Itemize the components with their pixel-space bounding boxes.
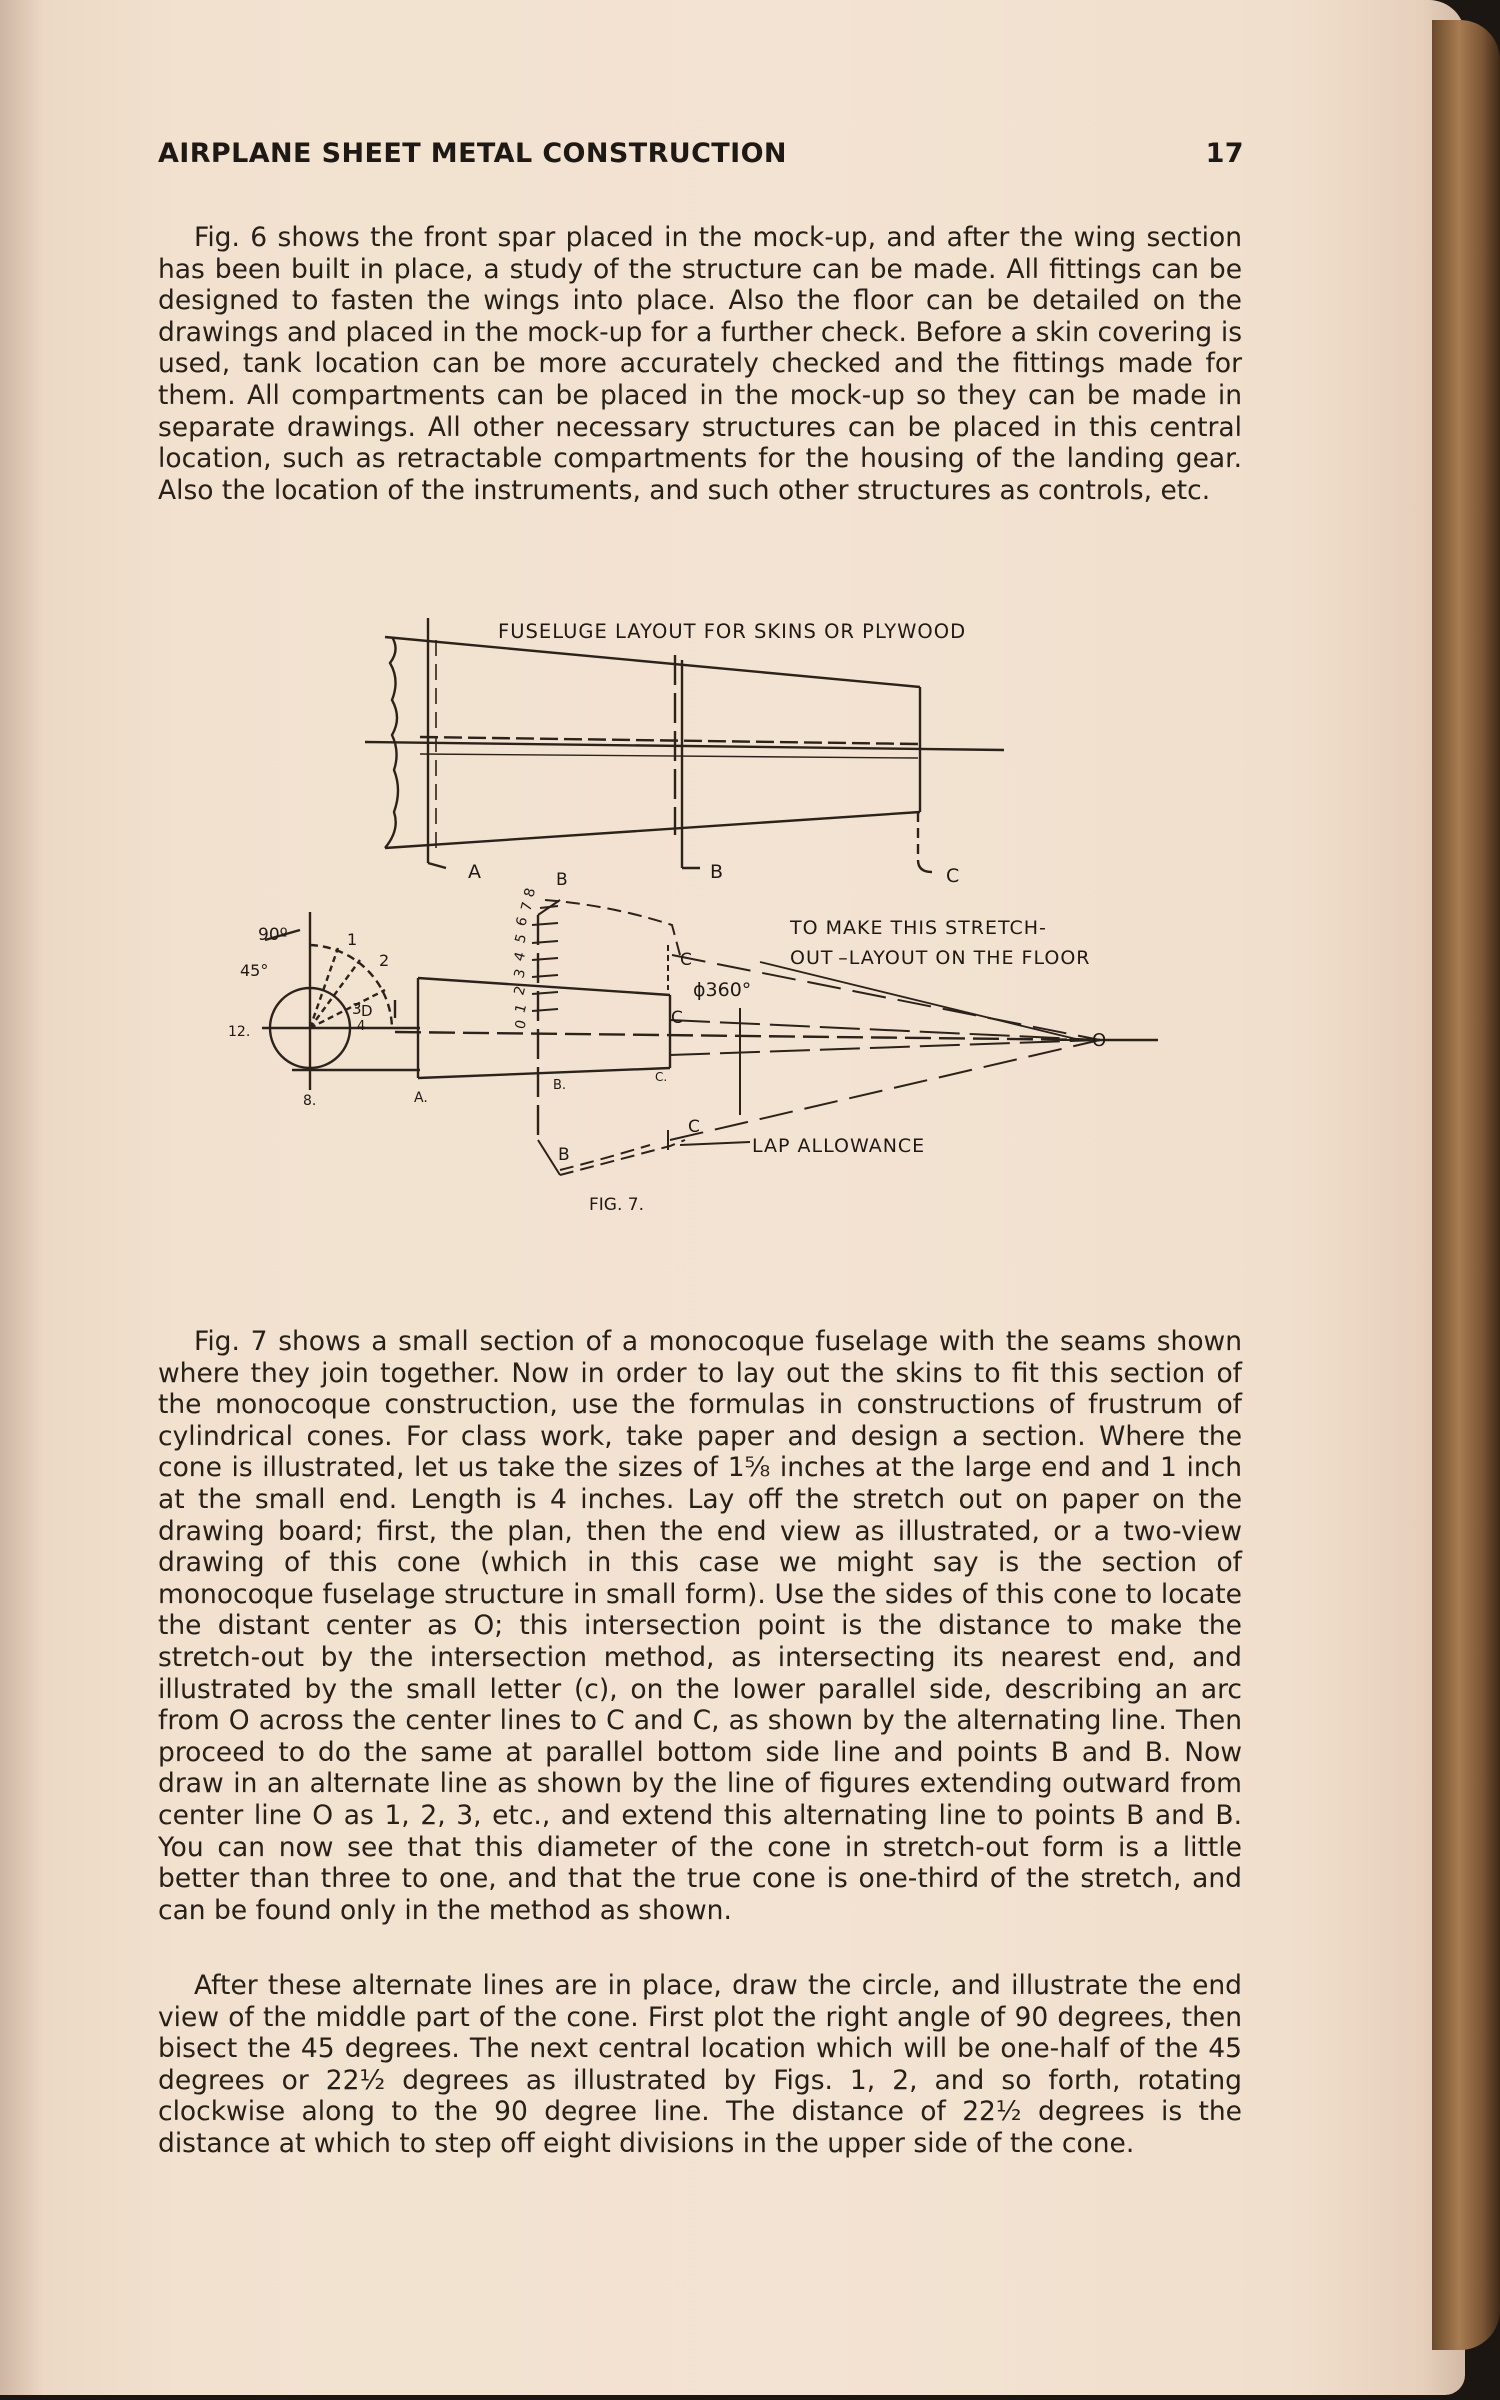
label-eight: 8. — [303, 1093, 317, 1109]
label-c-mid: C — [671, 1008, 683, 1028]
label-a: A. — [414, 1090, 428, 1106]
label-twelve: 12. — [228, 1024, 251, 1040]
label-45-degrees: 45° — [240, 961, 269, 980]
stretch-number-7: 7 — [518, 900, 537, 914]
paragraph-fig6: Fig. 6 shows the front spar placed in the mock-up, and after the wing section has been built in place, a study of the structure can be made. All fittings can be designed to fasten the wings into place. Also the floor can be detailed on the drawings and placed in the mock-up for a further check. Before a skin covering is used, tank location can be more accurately checked and the fittings made for them. All compartments can be placed in the mock-up so they can be made in separate drawings. All other necessary structures can be placed in this central location, such as retractable compartments for the housing of the landing gear. Also the location of the instruments, and such other structures as controls, etc. — [158, 222, 1242, 506]
page-number: 17 — [1205, 138, 1244, 169]
label-b-mid: B. — [553, 1078, 567, 1093]
label-angle-360: ϕ360° — [693, 979, 752, 1001]
figure-caption: FIG. 7. — [589, 1195, 644, 1215]
label-n4: 4 — [357, 1019, 366, 1034]
figure-title: FUSELUGE LAYOUT FOR SKINS OR PLYWOOD — [498, 620, 967, 643]
stretch-number-8: 8 — [521, 886, 540, 900]
stretch-number-2: 2 — [511, 984, 530, 998]
stretch-number-4: 4 — [511, 950, 530, 964]
label-c-top: C — [680, 950, 692, 970]
header-title: AIRPLANE SHEET METAL CONSTRUCTION — [158, 138, 787, 169]
label-b-bottom: B — [558, 1145, 570, 1165]
stretch-number-1: 1 — [512, 1002, 531, 1016]
paragraph-fig7: Fig. 7 shows a small section of a monocoque fuselage with the seams shown where they join together. Now in order to lay out the skins to fit this section of the monocoque construction, use the formulas in constructions of frustrum of cylindrical cones. For class work, take paper and design a section. Where the cone is illustrated, let us take the sizes of 1⅝ inches at the large end and 1 inch at the small end. Length is 4 inches. Lay off the stretch out on paper on the drawing board; first, the plan, then the end view as illustrated, or a two-view drawing of this cone (which in this case we might say is the section of monocoque fuselage structure in small form). Use the sides of this cone to locate the distant center as O; this intersection point is the distance to make the stretch-out by the intersection method, as intersecting its nearest end, and illustrated by the small letter (c), on the lower parallel side, describing an arc from O across the center lines to C and C, as shown by the alternating line. Then proceed to do the same at parallel bottom side line and points B and B. Now draw in an alternate line as shown by the line of figures extending outward from center line O as 1, 2, 3, etc., and extend this alternating line to points B and B. You can now see that this diameter of the cone in stretch-out form is a little better than three to one, and that the true cone is one-third of the stretch, and can be found only in the method as shown. — [158, 1326, 1242, 1926]
label-lap-allowance: LAP ALLOWANCE — [752, 1135, 926, 1157]
stretch-number-3: 3 — [511, 967, 530, 981]
label-section-c: C — [946, 865, 960, 887]
label-o: O — [1092, 1030, 1107, 1051]
fuselage-plan-view — [365, 618, 1004, 872]
label-section-a: A — [468, 861, 481, 883]
label-n1: 1 — [347, 930, 358, 949]
label-90-degrees: 90º — [258, 925, 288, 945]
label-d: D — [361, 1002, 373, 1020]
label-c-small: C. — [655, 1070, 668, 1084]
stretch-number-6: 6 — [513, 915, 532, 929]
paragraph-end-view: After these alternate lines are in place, draw the circle, and illustrate the end view of the middle part of the cone. First plot the right angle of 90 degrees, then bisect the 45 degrees. The next central location which will be one-half of the 45 degrees or 22½ degrees as illustrated by Figs. 1, 2, and so forth, rotating clockwise along to the 90 degree line. The distance of 22½ degrees is the distance at which to step off eight divisions in the upper side of the cone. — [158, 1970, 1242, 2159]
label-b-top: B — [556, 870, 568, 890]
label-section-b: B — [710, 861, 724, 883]
note-line-1: TO MAKE THIS STRETCH- — [790, 917, 1047, 939]
note-line-2: OUT –LAYOUT ON THE FLOOR — [790, 947, 1091, 969]
label-n3: 3 — [352, 1000, 362, 1018]
label-n2: 2 — [379, 951, 390, 970]
label-c-bottom: C — [688, 1117, 700, 1137]
stretch-number-5: 5 — [512, 932, 531, 946]
stretch-number-0: 0 — [512, 1018, 531, 1032]
